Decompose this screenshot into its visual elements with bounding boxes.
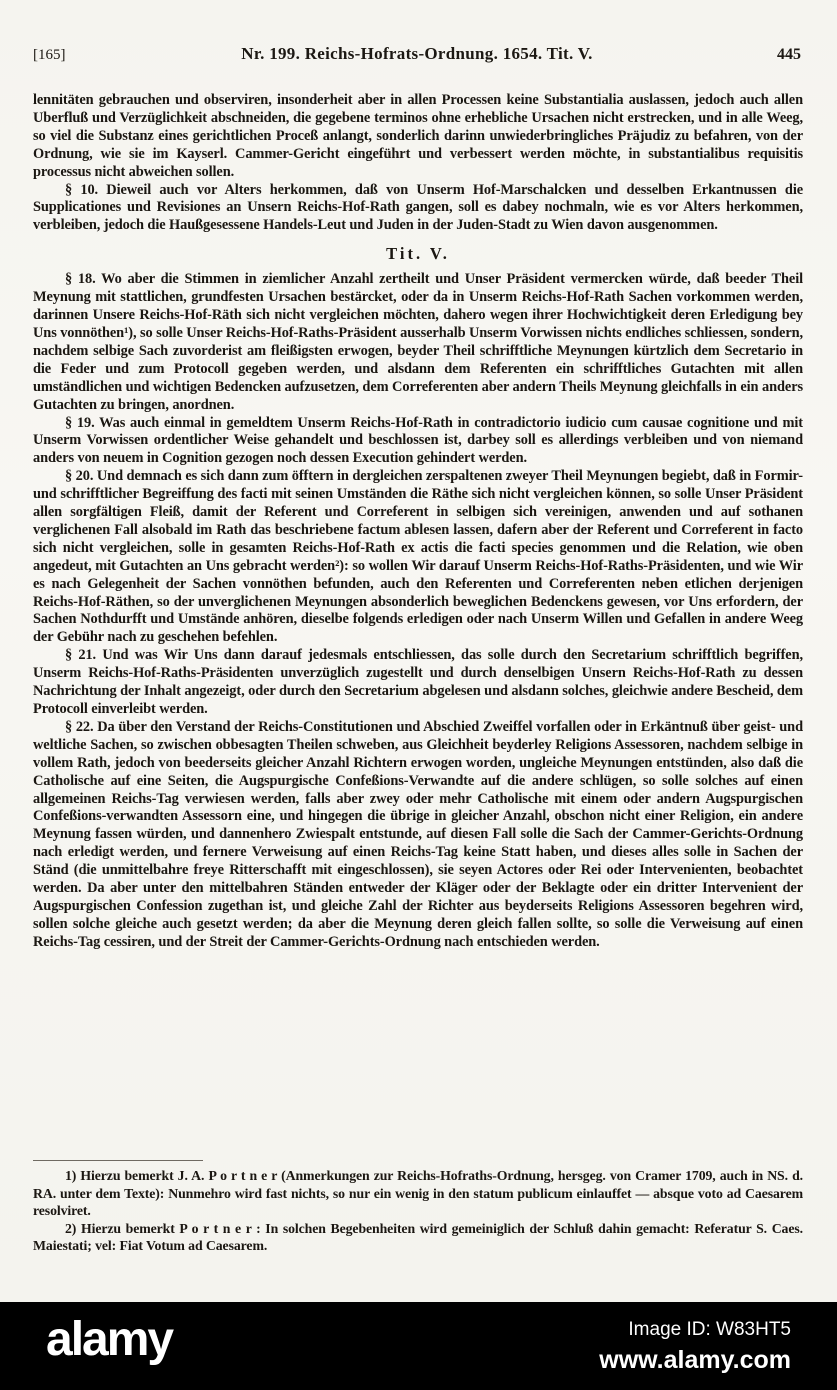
section-heading: Tit. V. <box>386 244 450 264</box>
page-header <box>33 44 801 64</box>
paragraph-section-21: § 21. Und was Wir Uns dann darauf jedesmals entschliessen, das solle durch den Secretarium schrifftlich begriffen, Unserm Reichs-Hof-Raths-Präsidenten unverzüglich zugestellt und durch denselbigen Unsern Reichs-Hof-Rath zu dessen Nachrichtung der Inhalt angezeigt, oder durch den Secretarium abgelesen und alsdann solches, gleichwie andere Bescheid, dem Protocoll einverleibt werden. <box>33 647 803 717</box>
footnote-2: 2) Hierzu bemerkt P o r t n e r : In solchen Begebenheiten wird gemeiniglich der Schluß dahin gemacht: Referatur S. Caes. Maiestati; vel: Fiat Votum ad Caesarem. <box>33 1220 803 1254</box>
paragraph-continuation: lennitäten gebrauchen und observiren, insonderheit aber in allen Processen keine Substantialia auslassen, jedoch auch allen Uberfluß und Verzüglichkeit abschneiden, die gegebene terminos ohne erhebliche Ursachen nicht erstrecken, und in alle Weeg, so viel die Substanz eines gerichtlichen Proceß anlangt, sonderlich darinn unwiederbringliches Präjudiz zu befahren, von der Ordnung, wie sie im Kayserl. Cammer-Gericht eingeführt und verbessert werden möchte, in substantialibus requisitis processus nicht abweichen sollen. <box>33 92 803 180</box>
footnote-1: 1) Hierzu bemerkt J. A. P o r t n e r (Anmerkungen zur Reichs-Hofraths-Ordnung, hersgeg. von Cramer 1709, auch in NS. d. RA. unter dem Texte): Nunmehro wird fast nichts, so nur ein wenig in den statum publicum einlauffet — absque voto ad Caesarem resolviret. <box>33 1168 803 1219</box>
paragraph-section-19: § 19. Was auch einmal in gemeldtem Unserm Reichs-Hof-Rath in contradictorio iudicio cum causae cognitione und mit Unserm Vorwissen ordentlicher Weise gehandelt und beschlossen ist, darbey soll es allerdings verbleiben und von niemand anders von neuem in Cognition gezogen noch dessen Execution gehindert werden. <box>33 414 803 467</box>
paragraph-section-18: § 18. Wo aber die Stimmen in ziemlicher Anzahl zertheilt und Unser Präsident vermercken würde, daß beeder Theil Meynung mit stattlichen, grundfesten Ursachen bestärcket, oder da in Unserm Reichs-Hof-Rath Sachen vorkommen werden, darinnen Unsere Reichs-Hof-Räth sich nicht vergleichen möchten, dahero wegen ihrer Hochwichtigkeit deren Erledigung bey Uns vonnöthen¹), so solle Unser Reichs-Hof-Raths-Präsident ausserhalb Unserm Vorwissen nichts endliches schliessen, sondern, nachdem selbige Sach zuvorderist am fleißigsten erwogen, beyder Theil schrifftliche Meynungen kürtzlich dem Secretario in die Feder und zum Protocoll gegeben werden, und alsdann dem Referenten ein schrifftliches Gutachten mit allen umständlichen und wichtigen Bedencken aufzusetzen, dem Correferenten aber andern Theils Meynung gleichfalls in ein anders Gutachten zu bringen, anordnen. <box>33 271 804 413</box>
document-body <box>33 92 803 952</box>
footnote-divider <box>33 1160 203 1161</box>
watermark-bar <box>0 1302 837 1390</box>
footnotes-block <box>33 1160 803 1255</box>
image-id-text: Image ID: W83HT5 <box>628 1319 791 1340</box>
folio-number: [165] <box>33 47 66 63</box>
paragraph-section-10: § 10. Dieweil auch vor Alters herkommen, daß von Unserm Hof-Marschalcken und desselben Erkantnussen die Supplicationes und Revisiones an Unsern Reichs-Hof-Rath gangen, soll es dabey nochmaln, wie es vor Alters herkommen, verbleiben, jedoch die Haußgesessene Handels-Leut und Juden in der Juden-Stadt zu Wien davon ausgenommen. <box>33 181 803 234</box>
running-title: Nr. 199. Reichs-Hofrats-Ordnung. 1654. Tit. V. <box>241 44 593 63</box>
alamy-url-text: www.alamy.com <box>599 1346 791 1374</box>
watermark-meta <box>599 1319 791 1375</box>
alamy-logo: alamy <box>46 1313 173 1366</box>
paragraph-section-22: § 22. Da über den Verstand der Reichs-Constitutionen und Abschied Zweiffel vorfallen oder in Erkäntnuß über geist- und weltliche Sachen, so zwischen obbesagten Theilen schweben, aus Gleichheit beyderley Religions Assessoren, nachdem selbige in vollem Rath, jedoch von beederseits gleicher Anzahl Richtern erwogen worden, ungleiche Meynungen entstünden, also daß die Catholische auf eine Seiten, die Augspurgische Confeßions-Verwandte auf die andere schlügen, so solle solches auf einen allgemeinen Reichs-Tag verwiesen werden, falls aber zwey oder mehr Catholische mit einem oder andern Augspurgischen Confeßions-verwandten Assessorn eine, und hingegen die übrige in gleicher Anzahl, obschon nicht einer Religion, ein andere Meynung fassen würden, und dannenhero Zwiespalt entstunde, auf diesen Fall solle die Sach der Cammer-Gerichts-Ordnung nach erledigt werden, und fernere Verweisung auf einen Reichs-Tag keine Statt haben, und dieses alles solle in Sachen der Ständ (die unmittelbahre freye Ritterschafft mit eingeschlossen), sie seyen Actores oder Rei oder Intervenienten, beobachtet werden. Da aber unter den mittelbahren Ständen entweder der Kläger oder der Beklagte oder ein dritter Intervenient der Augspurgischen Confession zugethan ist, und gleiche Zahl der Richter aus beyderseits Religions Assessoren begehren wird, sollen solche gleiche auch gesetzt werden; da aber die Meynung deren gleich fallen sollte, so solle die Verweisung auf einen Reichs-Tag cessiren, und der Streit der Cammer-Gerichts-Ordnung nach entschieden werden. <box>33 718 803 950</box>
paragraph-section-20: § 20. Und demnach es sich dann zum öfftern in dergleichen zerspaltenen zweyer Theil Meynungen begiebt, daß in Formir- und schrifftlicher Begreiffung des facti mit seinen Umständen die Räthe sich nicht vergleichen können, so solle Unser Präsident allen sorgfältigen Fleiß, damit der Referent und Correferent in selbigen sich vereinigen, anwenden und auf sothanen verglichenen Fall alsobald im Rath das beschriebene factum ablesen lassen, dafern aber der Referent und Correferent in facto sich nicht vergleichen, solle in gesamten Reichs-Hof-Rath ex actis die facti species genommen und die Relation, wie oben angedeut, mit Gutachten an Uns gebracht werden²): so wollen Wir darauf Unserm Reichs-Hof-Raths-Präsidenten, und wie Wir es nach Gelegenheit der Sachen vonnöthen befunden, auch den Referenten und Correferenten neben etlichen derjenigen Reichs-Hof-Räthen, so der unverglichenen Meynungen absonderlich beweglichen Bedenckens gewesen, vor Uns erfordern, der Sachen Nothdurfft und Umstände anhören, dieselbe folgends erledigen oder nach Unserm Willen und Gefallen in andere Weeg der Gebühr nach zu geschehen befehlen. <box>33 468 803 646</box>
page-number: 445 <box>777 46 801 63</box>
